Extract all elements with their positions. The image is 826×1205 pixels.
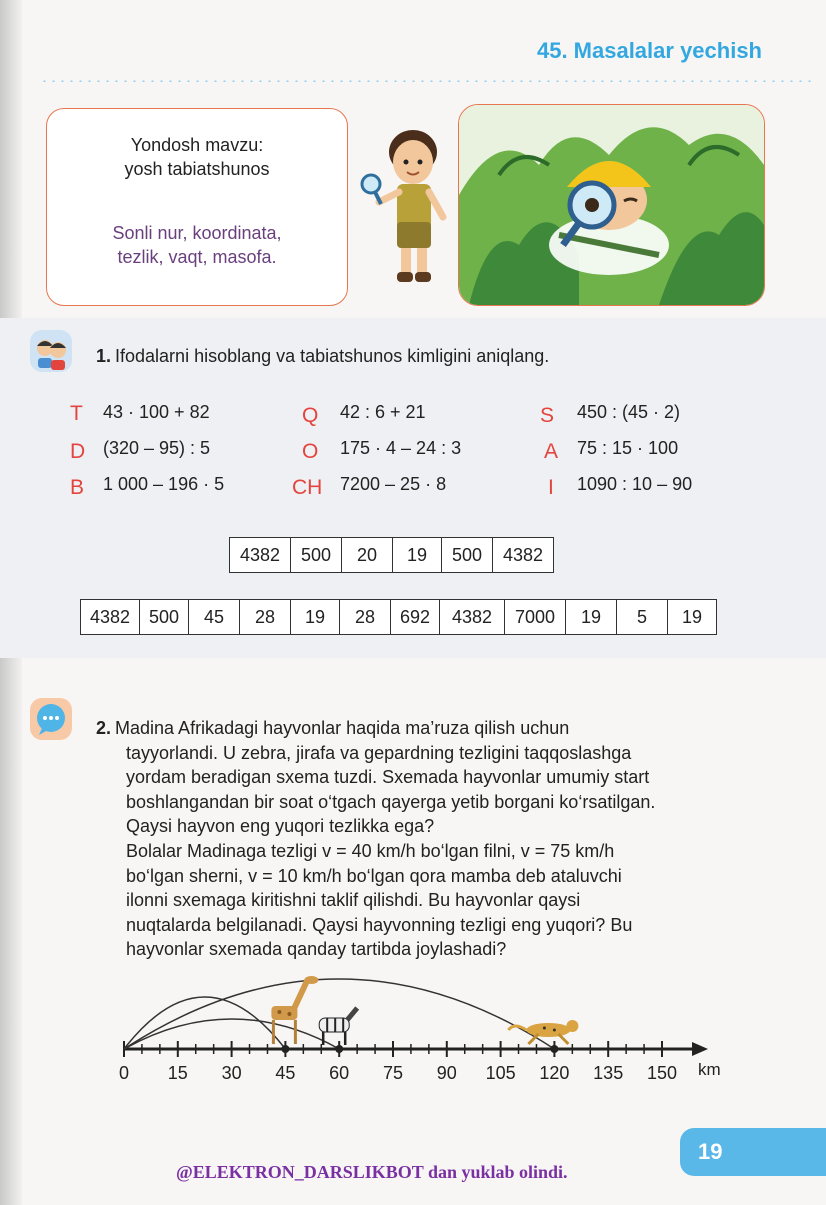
number-line-diagram	[110, 972, 740, 1092]
answer-cell[interactable]: 500	[442, 538, 493, 573]
code-letter: T	[70, 402, 83, 425]
page-number: 19	[680, 1128, 826, 1176]
text-line: yordam beradigan sxema tuzdi. Sxemada hayvonlar umumiy start	[126, 767, 650, 788]
math-expression: (320 – 95) : 5	[103, 438, 211, 458]
answer-cell[interactable]: 692	[391, 600, 440, 635]
text-line: hayvonlar sxemada qanday tartibda joylashadi?	[126, 939, 507, 960]
code-letter: O	[302, 440, 319, 463]
topic-box	[46, 108, 348, 306]
text-line: tayyorlandi. U zebra, jirafa va gepardning tezligini taqqoslashga	[126, 742, 632, 763]
topic-keywords: Sonli nur, koordinata,	[112, 223, 282, 243]
text-line: nuqtalarda belgilanadi. Qaysi hayvonning tezligi eng yuqori? Bu	[126, 914, 633, 935]
dotted-divider	[40, 80, 816, 82]
answer-cell[interactable]: 19	[668, 600, 717, 635]
cheetah-arc	[124, 979, 554, 1049]
tick-label: 0	[118, 1063, 130, 1083]
text-line: Qaysi hayvon eng yuqori tezlikka ega?	[126, 816, 435, 837]
code-letter: CH	[292, 476, 323, 499]
math-expression: 1 000 – 196 · 5	[103, 474, 225, 494]
exercise2-text	[96, 716, 776, 962]
tick-label: 45	[275, 1063, 296, 1083]
answer-cell[interactable]: 19	[393, 538, 442, 573]
text-line: 2. Madina Afrikadagi hayvonlar haqida ma’ruza qilish uchun	[96, 718, 570, 738]
answer-cell[interactable]: 7000	[505, 600, 566, 635]
code-letter: D	[70, 440, 86, 463]
answer-cell[interactable]: 28	[340, 600, 391, 635]
code-letter: S	[540, 404, 555, 427]
math-expression: 42 : 6 + 21	[340, 402, 426, 422]
tick-label: 15	[167, 1063, 188, 1083]
answer-cell[interactable]: 500	[291, 538, 342, 573]
math-expression: 450 : (45 · 2)	[577, 402, 681, 422]
math-expression: 43 · 100 + 82	[103, 402, 210, 422]
cheetah-icon	[508, 1020, 578, 1044]
topic-keywords: tezlik, vaqt, masofa.	[117, 247, 277, 267]
answer-cell[interactable]: 45	[189, 600, 240, 635]
tick-label: 75	[382, 1063, 404, 1083]
math-expression: 175 · 4 – 24 : 3	[340, 438, 462, 458]
answer-cell[interactable]: 4382	[440, 600, 505, 635]
pair-work-icon	[30, 330, 72, 372]
answer-cell[interactable]: 5	[617, 600, 668, 635]
answer-cell[interactable]: 20	[342, 538, 393, 573]
text-line: bo‘lgan sherni, v = 10 km/h bo‘lgan qora mamba deb ataluvchi	[126, 865, 622, 886]
code-letter: A	[544, 440, 559, 463]
answer-cell[interactable]: 4382	[230, 538, 291, 573]
exercise-number: 1.	[96, 346, 112, 366]
exercise1-instruction	[96, 346, 549, 367]
tick-label: 105	[485, 1063, 516, 1083]
giraffe-arc	[124, 997, 285, 1049]
code-letter: I	[548, 476, 554, 499]
answer-table-word1	[229, 537, 554, 573]
math-expression: 1090 : 10 – 90	[577, 474, 693, 494]
topic-line: yosh tabiatshunos	[124, 159, 270, 179]
text-line: ilonni sxemaga kiritishni taklif qilishdi. Bu hayvonlar qaysi	[126, 890, 581, 911]
tick-label: 30	[221, 1063, 242, 1083]
axis-arrow	[692, 1042, 708, 1056]
topic-line: Yondosh mavzu:	[130, 135, 264, 155]
zebra-icon	[319, 1008, 357, 1045]
text-line: boshlangandan bir soat o‘tgach qayerga yetib borgani ko‘rsatilgan.	[126, 791, 656, 812]
answer-cell[interactable]: 500	[140, 600, 189, 635]
exercise-text: Ifodalarni hisoblang va tabiatshunos kimligini aniqlang.	[115, 346, 550, 366]
giraffe-icon	[271, 976, 318, 1044]
unit-label: km	[698, 1060, 721, 1079]
math-expression: 75 : 15 · 100	[577, 438, 679, 458]
answer-table-word2	[80, 599, 717, 635]
answer-cell[interactable]: 4382	[81, 600, 140, 635]
watermark: @ELEKTRON_DARSLIKBOT dan yuklab olindi.	[176, 1162, 568, 1182]
zebra-point	[335, 1045, 343, 1053]
tick-label: 150	[646, 1063, 678, 1083]
cheetah-point	[550, 1045, 558, 1053]
answer-cell[interactable]: 4382	[493, 538, 554, 573]
text-line: Bolalar Madinaga tezligi v = 40 km/h bo‘lgan filni, v = 75 km/h	[126, 840, 615, 861]
jungle-explorer-illustration	[458, 104, 765, 306]
code-letter: Q	[302, 404, 319, 427]
lesson-title: 45. Masalalar yechish	[536, 38, 762, 63]
answer-cell[interactable]: 19	[566, 600, 617, 635]
answer-cell[interactable]: 19	[291, 600, 340, 635]
answer-cell[interactable]: 28	[240, 600, 291, 635]
tick-label: 60	[329, 1063, 350, 1083]
math-expression: 7200 – 25 · 8	[340, 474, 447, 494]
tick-label: 120	[539, 1063, 570, 1083]
tick-label: 135	[593, 1063, 624, 1083]
code-letter: B	[70, 476, 85, 499]
tick-label: 90	[436, 1063, 457, 1083]
boy-explorer-illustration	[357, 122, 457, 292]
discussion-bubble-icon	[30, 698, 72, 740]
giraffe-point	[281, 1045, 289, 1053]
exercise-number: 2.	[96, 718, 112, 738]
